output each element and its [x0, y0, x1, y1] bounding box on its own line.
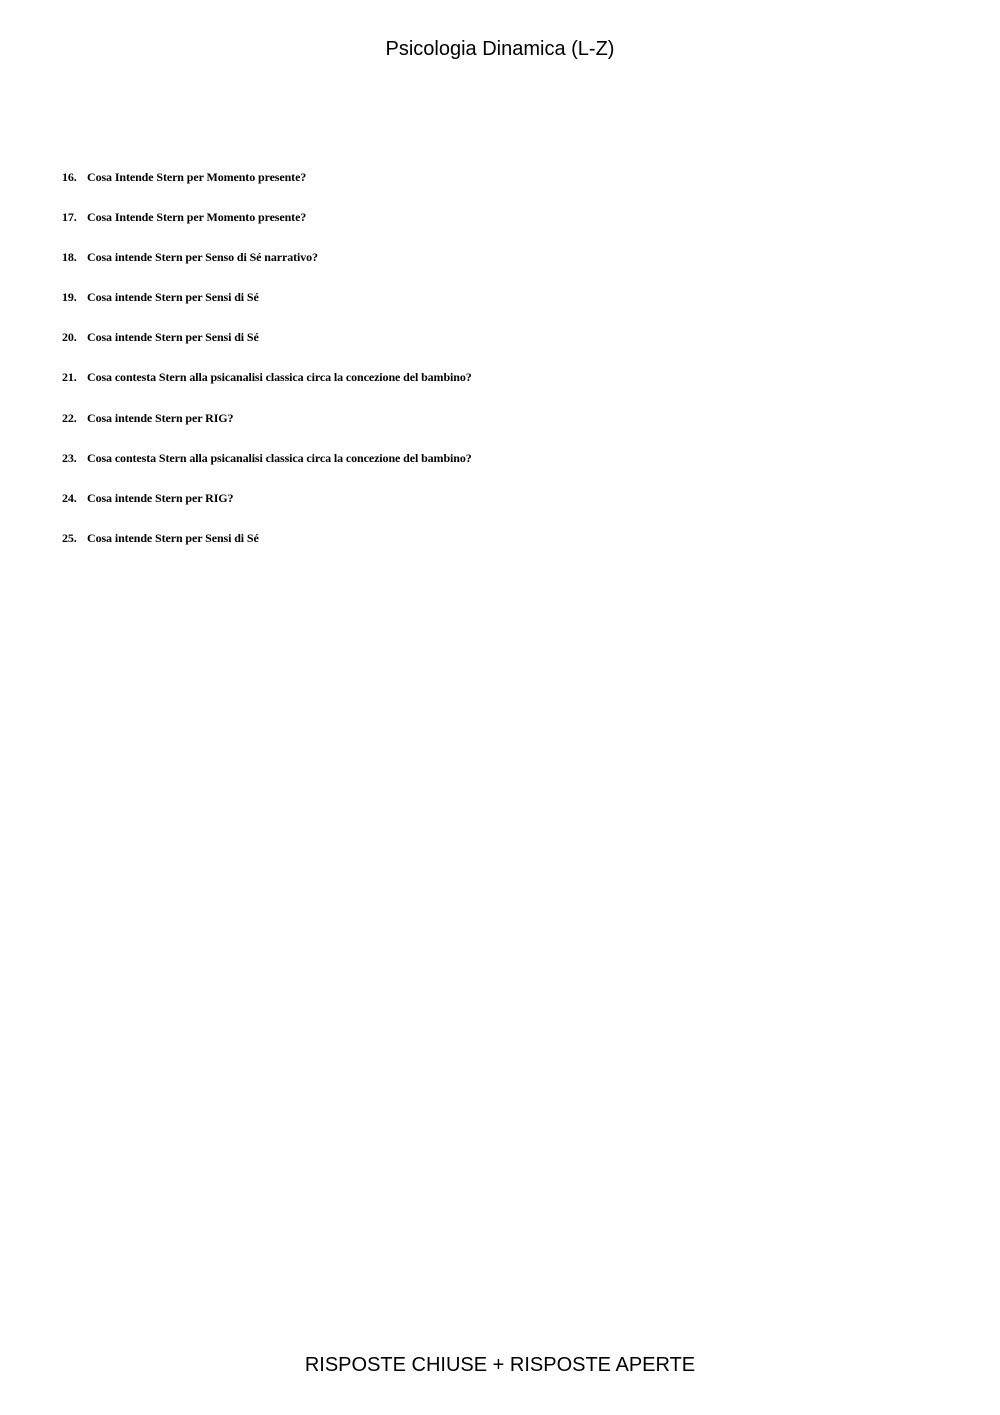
question-number: 24.: [62, 490, 77, 505]
question-text: Cosa intende Stern per RIG?: [87, 490, 234, 505]
question-text: Cosa intende Stern per Sensi di Sé: [87, 330, 259, 345]
page-header: Psicologia Dinamica (L-Z): [385, 38, 615, 60]
question-number: 19.: [62, 290, 77, 305]
question-text: Cosa intende Stern per RIG?: [87, 410, 234, 425]
question-number: 20.: [62, 330, 77, 345]
question-item: [62, 249, 942, 289]
question-item: [62, 490, 942, 530]
question-list: [62, 169, 942, 570]
question-number: 22.: [62, 410, 77, 425]
question-text: Cosa contesta Stern alla psicanalisi classica circa la concezione del bambino?: [87, 370, 472, 385]
question-number: 21.: [62, 370, 77, 385]
question-text: Cosa intende Stern per Sensi di Sé: [87, 530, 259, 545]
question-item: [62, 209, 942, 249]
question-number: 17.: [62, 210, 77, 225]
question-number: 25.: [62, 530, 77, 545]
question-item: [62, 329, 942, 369]
question-item: [62, 530, 942, 570]
question-number: 16.: [62, 170, 77, 184]
page-footer: RISPOSTE CHIUSE + RISPOSTE APERTE: [304, 1354, 696, 1376]
question-text: Cosa Intende Stern per Momento presente?: [87, 170, 307, 184]
question-number: 18.: [62, 250, 77, 265]
question-item: [62, 289, 942, 329]
question-item: [62, 169, 942, 209]
question-item: [62, 410, 942, 450]
question-text: Cosa contesta Stern alla psicanalisi classica circa la concezione del bambino?: [87, 450, 472, 465]
question-item: [62, 450, 942, 490]
question-item: [62, 369, 942, 409]
question-number: 23.: [62, 450, 77, 465]
question-text: Cosa Intende Stern per Momento presente?: [87, 210, 307, 225]
question-text: Cosa intende Stern per Sensi di Sé: [87, 290, 259, 305]
question-text: Cosa intende Stern per Senso di Sé narrativo?: [87, 250, 318, 265]
